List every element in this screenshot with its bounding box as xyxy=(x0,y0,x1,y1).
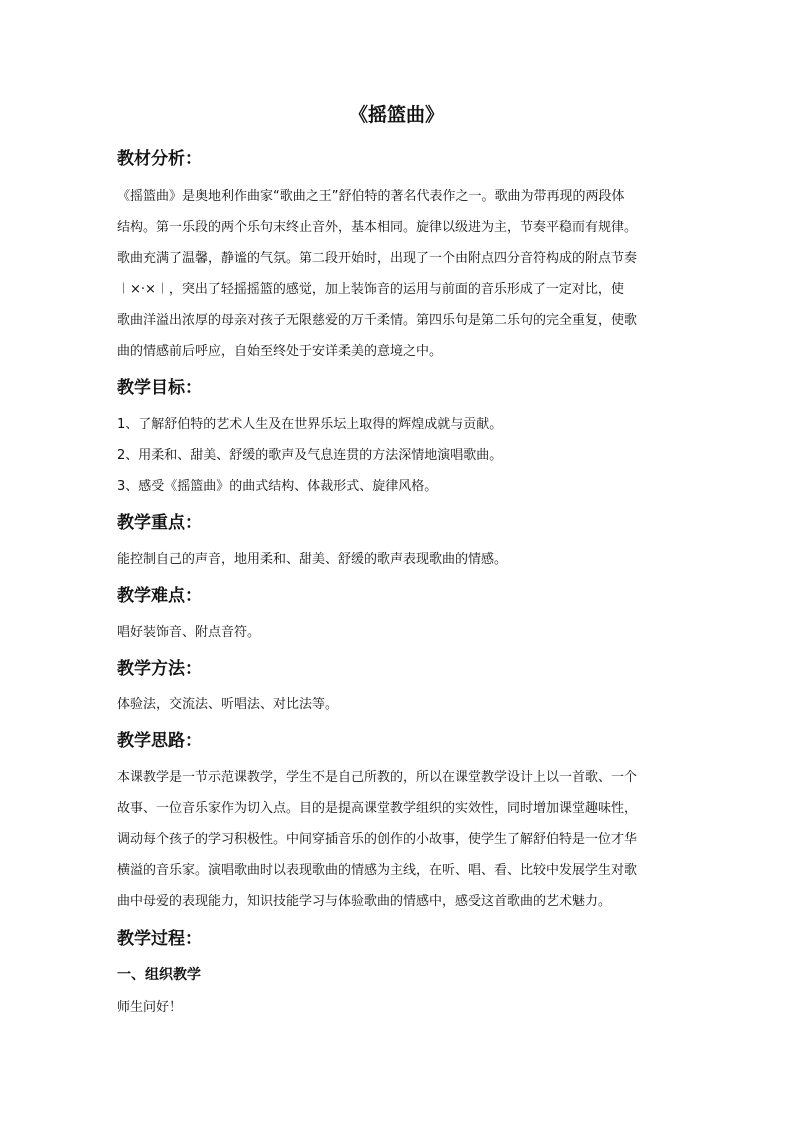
analysis-line: ︱×·×︱，突出了轻摇摇篮的感觉，加上装饰音的运用与前面的音乐形成了一定对比，使 xyxy=(117,282,624,297)
analysis-line: 歌曲洋溢出浓厚的母亲对孩子无限慈爱的万千柔情。第四乐句是第二乐句的完全重复，使歌 xyxy=(117,313,638,328)
heading-analysis: 教材分析： xyxy=(117,149,202,169)
analysis-line: 曲的情感前后呼应，自始至终处于安详柔美的意境之中。 xyxy=(117,344,443,359)
goal-item: 2、用柔和、甜美、舒缓的歌声及气息连贯的方法深情地演唱歌曲。 xyxy=(117,448,503,463)
process-step-title: 一、组织教学 xyxy=(117,967,201,983)
heading-methods: 教学方法： xyxy=(117,659,202,679)
goal-item: 3、感受《摇篮曲》的曲式结构、体裁形式、旋律风格。 xyxy=(117,479,438,494)
heading-process: 教学过程： xyxy=(117,929,202,949)
approach-line: 故事、一位音乐家作为切入点。目的是提高课堂教学组织的实效性，同时增加课堂趣味性， xyxy=(117,801,638,816)
approach-line: 横溢的音乐家。演唱歌曲时以表现歌曲的情感为主线，在听、唱、看、比较中发展学生对歌 xyxy=(117,863,638,878)
heading-key-points: 教学重点： xyxy=(117,513,202,533)
approach-line: 调动每个孩子的学习积极性。中间穿插音乐的创作的小故事，使学生了解舒伯特是一位才华 xyxy=(117,832,638,847)
heading-approach: 教学思路： xyxy=(117,731,202,751)
goal-item: 1、了解舒伯特的艺术人生及在世界乐坛上取得的辉煌成就与贡献。 xyxy=(117,417,503,432)
approach-line: 曲中母爱的表现能力，知识技能学习与体验歌曲的情感中，感受这首歌曲的艺术魅力。 xyxy=(117,894,612,909)
analysis-line: 歌曲充满了温馨，静谧的气氛。第二段开始时，出现了一个由附点四分音符构成的附点节奏 xyxy=(117,251,638,266)
process-step-text: 师生问好！ xyxy=(117,1000,183,1015)
document-title: 《摇篮曲》 xyxy=(348,104,444,126)
key-points-text: 能控制自己的声音，地用柔和、甜美、舒缓的歌声表现歌曲的情感。 xyxy=(117,552,508,567)
analysis-line: 结构。第一乐段的两个乐句末终止音外，基本相同。旋律以级进为主，节奏平稳而有规律。 xyxy=(117,220,638,235)
approach-line: 本课教学是一节示范课教学，学生不是自己所教的，所以在课堂教学设计上以一首歌、一个 xyxy=(117,770,638,785)
heading-goals: 教学目标： xyxy=(117,378,202,398)
difficulties-text: 唱好装饰音、附点音符。 xyxy=(117,625,261,640)
analysis-line: 《摇篮曲》是奥地利作曲家“歌曲之王”舒伯特的著名代表作之一。歌曲为带再现的两段体 xyxy=(117,189,625,204)
methods-text: 体验法，交流法、听唱法、对比法等。 xyxy=(117,697,339,712)
heading-difficulties: 教学难点： xyxy=(117,586,202,606)
